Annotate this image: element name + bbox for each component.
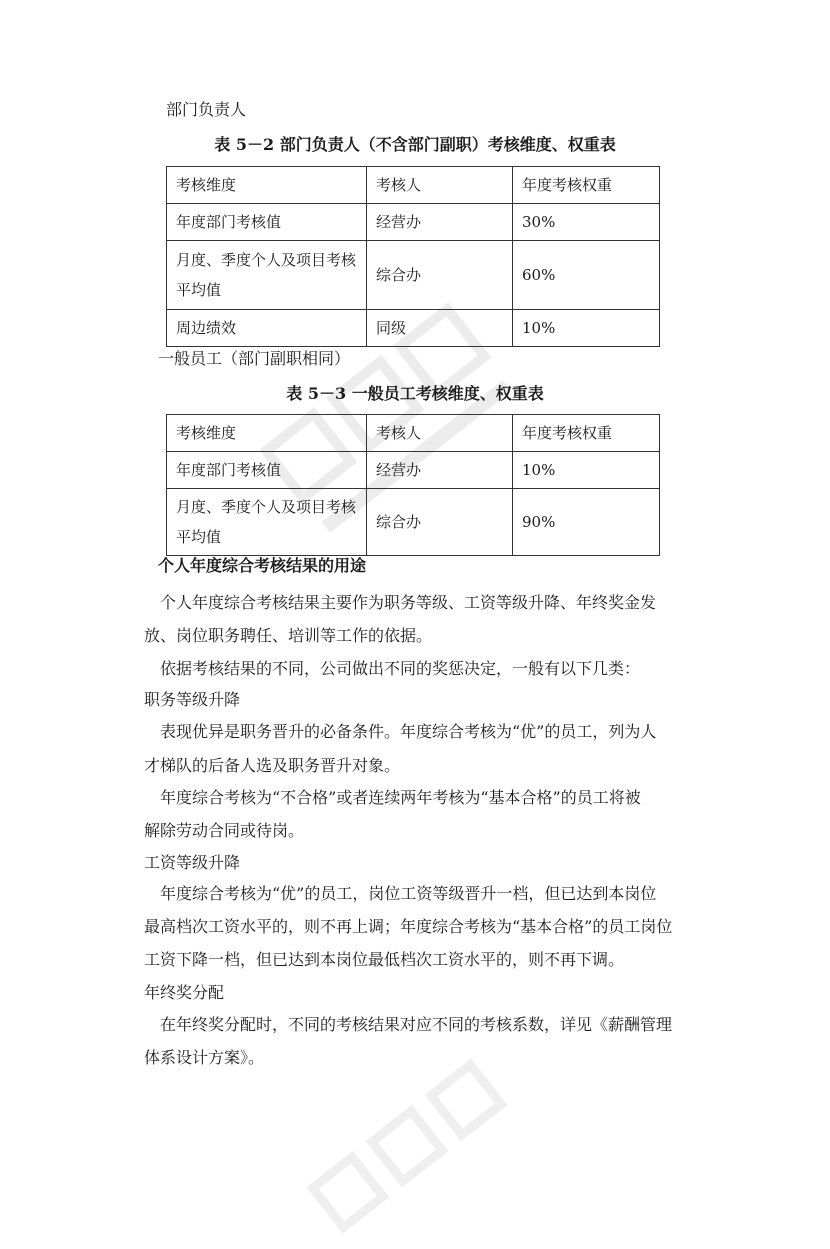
table-cell: 周边绩效 (167, 310, 367, 347)
paragraph-line: 工资下降一档，但已达到本岗位最低档次工资水平的，则不再下调。 (144, 950, 625, 969)
table-cell: 综合办 (367, 241, 513, 310)
table-header-row (167, 415, 660, 452)
section-heading-usage: 个人年度综合考核结果的用途 (158, 556, 367, 575)
table-cell: 同级 (367, 310, 513, 347)
table-row (167, 204, 660, 241)
section-label-staff: 一般员工（部门副职相同） (158, 349, 351, 368)
table-cell: 经营办 (367, 452, 513, 489)
table-cell: 年度部门考核值 (167, 452, 367, 489)
table-row (167, 310, 660, 347)
table-dept-head-weights (166, 166, 660, 347)
paragraph-line: 表现优异是职务晋升的必备条件。年度综合考核为“优”的员工，列为人 (160, 722, 657, 741)
table1-caption: 表 5－2 部门负责人（不含部门副职）考核维度、权重表 (214, 135, 616, 154)
table-cell: 60% (513, 241, 660, 310)
table-cell: 90% (513, 489, 660, 556)
paragraph-line: 在年终奖分配时，不同的考核结果对应不同的考核系数，详见《薪酬管理 (160, 1015, 673, 1034)
table2-caption: 表 5－3 一般员工考核维度、权重表 (286, 384, 544, 403)
table-header-row (167, 167, 660, 204)
header-cell: 考核人 (367, 415, 513, 452)
header-cell: 年度考核权重 (513, 167, 660, 204)
paragraph-line: 解除劳动合同或待岗。 (144, 821, 305, 840)
table-cell: 经营办 (367, 204, 513, 241)
paragraph-line: 放、岗位职务聘任、培训等工作的依据。 (144, 626, 433, 645)
header-cell: 考核人 (367, 167, 513, 204)
table-row (167, 241, 660, 310)
subheading-year-end-bonus: 年终奖分配 (144, 983, 225, 1002)
subheading-wage-level: 工资等级升降 (144, 853, 241, 872)
paragraph-line: 年度综合考核为“优”的员工，岗位工资等级晋升一档，但已达到本岗位 (160, 884, 657, 903)
paragraph-line: 依据考核结果的不同，公司做出不同的奖惩决定，一般有以下几类： (160, 659, 641, 678)
table-cell: 30% (513, 204, 660, 241)
table-staff-weights (166, 414, 660, 556)
section-label-dept-head: 部门负责人 (166, 100, 247, 119)
table-cell: 10% (513, 452, 660, 489)
paragraph-line: 年度综合考核为“不合格”或者连续两年考核为“基本合格”的员工将被 (160, 788, 641, 807)
table-cell: 综合办 (367, 489, 513, 556)
header-cell: 考核维度 (167, 415, 367, 452)
paragraph-line: 才梯队的后备人选及职务晋升对象。 (144, 756, 401, 775)
header-cell: 考核维度 (167, 167, 367, 204)
table-cell: 月度、季度个人及项目考核平均值 (167, 489, 367, 556)
table-cell: 10% (513, 310, 660, 347)
paragraph-line: 体系设计方案》。 (144, 1048, 265, 1067)
table-row (167, 489, 660, 556)
subheading-job-level: 职务等级升降 (144, 690, 241, 709)
header-cell: 年度考核权重 (513, 415, 660, 452)
table-row (167, 452, 660, 489)
paragraph-line: 最高档次工资水平的，则不再上调；年度综合考核为“基本合格”的员工岗位 (144, 917, 673, 936)
table-cell: 月度、季度个人及项目考核平均值 (167, 241, 367, 310)
watermark-graphic-bottom (299, 1051, 522, 1249)
paragraph-line: 个人年度综合考核结果主要作为职务等级、工资等级升降、年终奖金发 (160, 593, 657, 612)
table-cell: 年度部门考核值 (167, 204, 367, 241)
